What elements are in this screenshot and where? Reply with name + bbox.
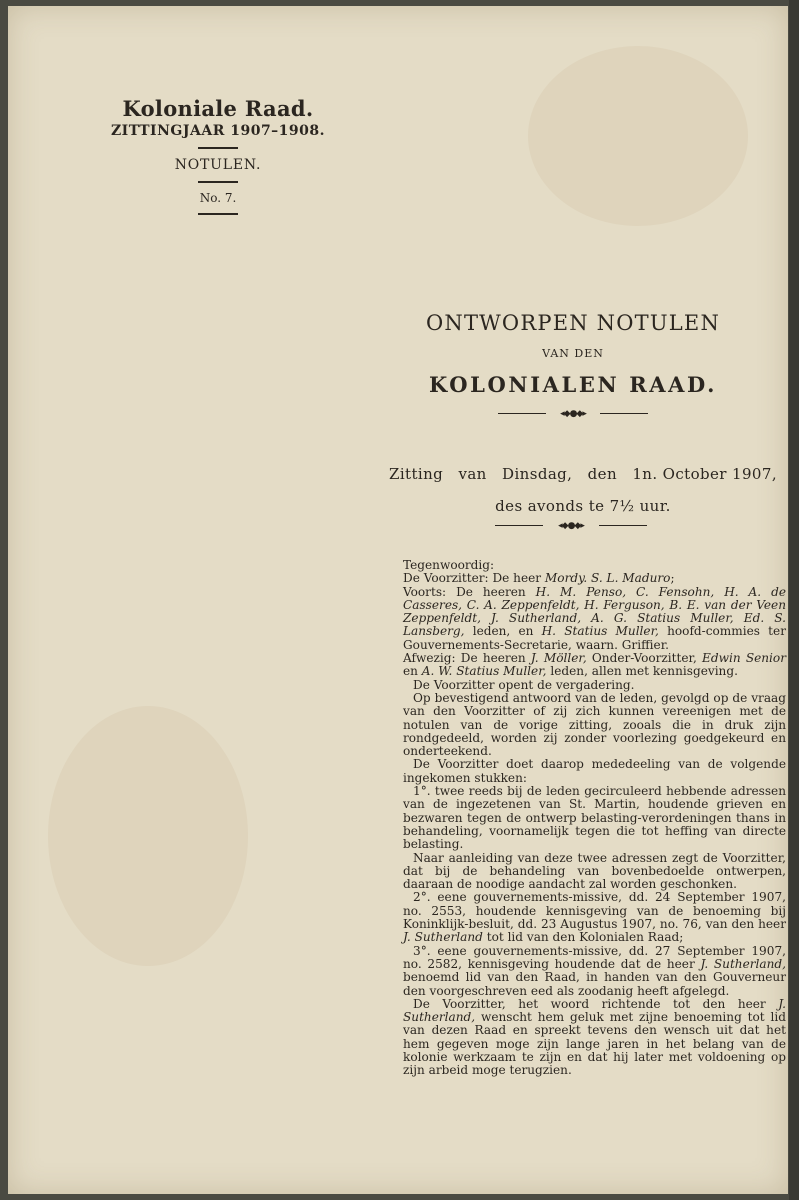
zitting-word: Zitting [389, 465, 444, 483]
name-text: H. M. Penso, C. Fensohn, H. A. de Casseres, C. A. Zeppenfeldt, H. Ferguson, B. E. van der Veen Zeppenfeldt, J. Sutherland, A. G. Statius Muller, Ed. S. Lansberg, [403, 584, 786, 639]
paragraph-text: Naar aanleiding van deze twee adressen zegt de Voorzitter, dat bij de behandeling van bovenbedoelde ontwerpen, daaraan de noodige aandacht zal worden geschonken. [403, 850, 786, 892]
den-word: den [587, 465, 618, 483]
paragraph [403, 652, 786, 679]
paragraph-text: ; [670, 571, 675, 586]
paragraph-text: Onder-Voorzitter, [586, 651, 703, 666]
main-header [408, 311, 738, 419]
paragraph [403, 891, 786, 944]
name-text: J. Sutherland, [403, 996, 786, 1025]
paragraph-text: De Voorzitter opent de vergadering. [413, 677, 635, 692]
paragraph-text: Op bevestigend antwoord van de leden, gevolgd op de vraag van den Voorzitter of zij zich kunnen vereenigen met de notulen van de vorige zitting, zooals die in druk zijn rondgedeeld, worden zij zonder voorlezing goedgekeurd en onderteekend. [403, 690, 786, 759]
paragraph-text: Voorts: De heeren [403, 584, 536, 599]
paragraph-text: benoemd lid van den Raad, in handen van den Gouverneur den voorgeschreven eed als zoodanig heeft afgelegd. [403, 970, 786, 998]
paragraph [403, 559, 786, 572]
session-year: ZITTINGJAAR 1907–1908. [110, 123, 326, 139]
paragraph-text: De Voorzitter: De heer [403, 571, 545, 586]
raad-title: KOLONIALEN RAAD. [428, 372, 718, 397]
left-header [98, 96, 338, 223]
name-text: A. W. Statius Muller, [421, 664, 547, 679]
name-text: Mordy. S. L. Maduro [544, 571, 671, 586]
ornament-divider: ◂◆●◆▸ [495, 521, 647, 531]
paragraph-text: leden, allen met kennisgeving. [546, 664, 738, 679]
paragraph-text: wenscht hem geluk met zijne benoeming tot lid van dezen Raad en spreekt tevens den wensch uit dat het hem gegeven moge zijn lange jaren in het belang van de kolonie werkzaam te zijn en dat hij later met voldoening op zijn arbeid moge terugzien. [403, 1010, 786, 1078]
main-title: ONTWORPEN NOTULEN [425, 311, 721, 335]
name-text: J. Sutherland [403, 930, 483, 945]
divider [198, 181, 238, 183]
council-title: Koloniale Raad. [122, 96, 314, 121]
paragraph-text: leden, en [464, 624, 542, 639]
document-sheet [8, 6, 788, 1194]
notulen-label: NOTULEN. [174, 157, 262, 173]
van-word: van [458, 465, 487, 483]
paragraph [403, 586, 786, 652]
ornament-divider: ◂◆●◆▸ [498, 409, 648, 419]
paragraph-text: 1°. twee reeds bij de leden gecirculeerd hebbende adressen van de ingezetenen van St. Martin, houdende grieven en bezwaren tegen de ontwerp belasting-verordeningen thans in behandeling, voornamelijk tegen die tot heffing van directe belasting. [403, 784, 786, 852]
paragraph-text: Afwezig: De heeren [403, 651, 531, 666]
paragraph-text: De Voorzitter doet daarop mededeeling van de volgende ingekomen stukken: [403, 757, 786, 785]
scan-edge [789, 0, 799, 1200]
paragraph-text: 2°. eene gouvernements-missive, dd. 24 September 1907, no. 2553, houdende kennisgeving van de benoeming bij Koninklijk-besluit, dd. 23 Augustus 1907, no. 76, van den heer [403, 890, 786, 932]
session-info [389, 458, 777, 522]
paragraph-text: Tegenwoordig: [403, 558, 495, 572]
paragraph [403, 852, 786, 892]
van-den-label: VAN DEN [542, 347, 604, 360]
paragraph [403, 572, 786, 585]
paper-stain [528, 46, 748, 226]
name-text: J. Möller, [530, 651, 587, 666]
paragraph-text: De Voorzitter, het woord richtende tot den heer [413, 996, 779, 1011]
document-number: No. 7. [199, 191, 237, 205]
paragraph [403, 998, 786, 1078]
paragraph-text: hoofd-commies ter Gouvernements-Secretarie, waarn. Griffier. [403, 624, 786, 652]
paragraph [403, 945, 786, 998]
paragraph-text: 3°. eene gouvernements-missive, dd. 27 September 1907, no. 2582, kennisgeving houdende dat de heer [403, 943, 786, 971]
paper-stain [48, 706, 248, 966]
minutes-body [403, 559, 786, 1078]
session-time: des avonds te 7½ uur. [495, 497, 671, 515]
paragraph [403, 758, 786, 785]
name-text: J. Sutherland, [700, 956, 786, 971]
paragraph-text: en [403, 664, 422, 679]
paragraph [403, 692, 786, 758]
session-date: 1n. October 1907, [632, 465, 777, 483]
divider [198, 147, 238, 149]
session-day: Dinsdag, [502, 465, 573, 483]
paragraph [403, 679, 786, 692]
paragraph [403, 785, 786, 851]
paragraph-text: tot lid van den Kolonialen Raad; [482, 930, 684, 945]
divider [198, 213, 238, 215]
name-text: Edwin Senior [702, 651, 786, 666]
name-text: H. Statius Muller, [541, 624, 659, 639]
